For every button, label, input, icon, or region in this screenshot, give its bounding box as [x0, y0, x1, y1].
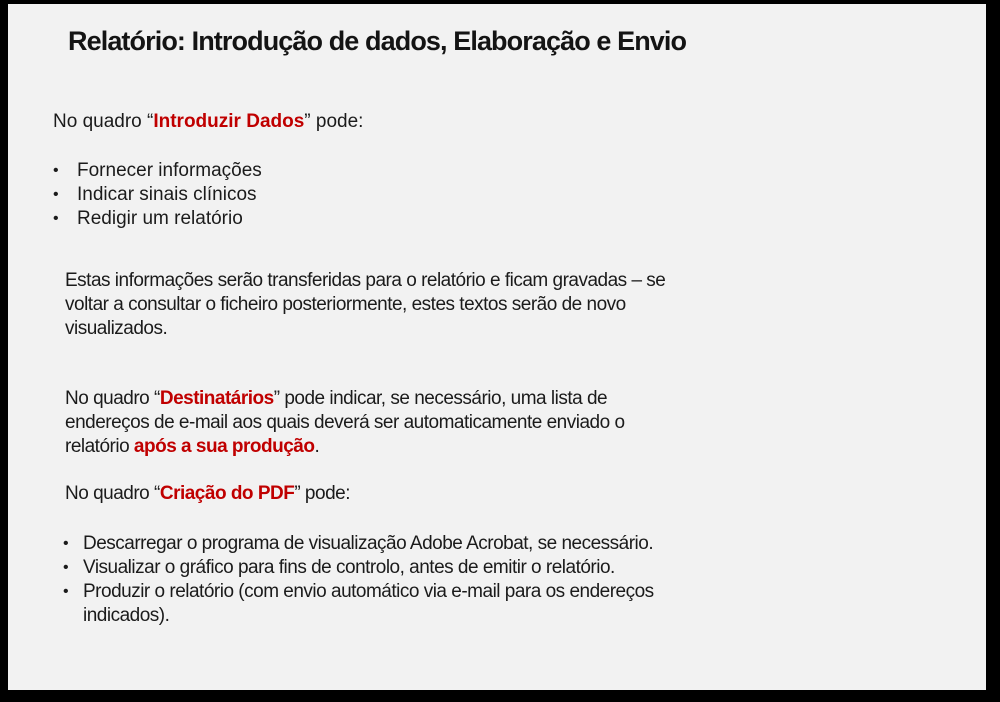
list-item-text: Fornecer informações	[77, 160, 262, 181]
list-item-text: Indicar sinais clínicos	[77, 184, 257, 205]
intro-post: ” pode:	[304, 111, 364, 132]
pdf-options-list	[63, 532, 703, 628]
list-item-text: Descarregar o programa de visualização Adobe Acrobat, se necessário.	[83, 533, 654, 554]
bullet-icon: •	[53, 210, 59, 227]
bullet-icon: •	[53, 186, 59, 203]
pdf-post: ” pode:	[294, 483, 350, 504]
list-item-text: Visualizar o gráfico para fins de controlo, antes de emitir o relatório.	[83, 557, 615, 578]
recipients-highlight: Destinatários	[159, 388, 274, 409]
list-item	[53, 159, 753, 183]
bullet-icon: •	[53, 162, 59, 179]
recipients-pre: No quadro “	[65, 388, 160, 409]
list-item	[63, 532, 703, 556]
pdf-creation-line	[65, 482, 765, 506]
intro-line	[53, 110, 753, 134]
pdf-pre: No quadro “	[65, 483, 160, 504]
recipients-mid: ” pode indicar, se necessário, uma lista de endereços de e-mail aos quais deverá ser automaticamente enviado o relatório	[65, 388, 625, 457]
data-entry-options-list	[53, 159, 753, 231]
list-item	[63, 556, 703, 580]
recipients-post: .	[314, 436, 320, 457]
pdf-highlight: Criação do PDF	[159, 483, 295, 504]
bullet-icon: •	[63, 583, 69, 600]
slide	[8, 4, 986, 690]
list-item-text: Produzir o relatório (com envio automático via e-mail para os endereços indicados).	[83, 581, 654, 626]
bullet-icon: •	[63, 559, 69, 576]
intro-pre: No quadro “	[53, 111, 154, 132]
list-item	[53, 183, 753, 207]
saved-info-paragraph: Estas informações serão transferidas para o relatório e ficam gravadas – se voltar a consultar o ficheiro posteriormente, estes textos serão de novo visualizados.	[65, 270, 666, 339]
list-item	[53, 207, 753, 231]
after-production-highlight: após a sua produção	[133, 436, 315, 457]
bullet-icon: •	[63, 535, 69, 552]
list-item	[63, 580, 703, 628]
list-item-text: Redigir um relatório	[77, 208, 243, 229]
intro-highlight: Introduzir Dados	[153, 111, 305, 132]
recipients-paragraph	[65, 387, 650, 459]
slide-title: Relatório: Introdução de dados, Elaboração e Envio	[68, 26, 687, 56]
